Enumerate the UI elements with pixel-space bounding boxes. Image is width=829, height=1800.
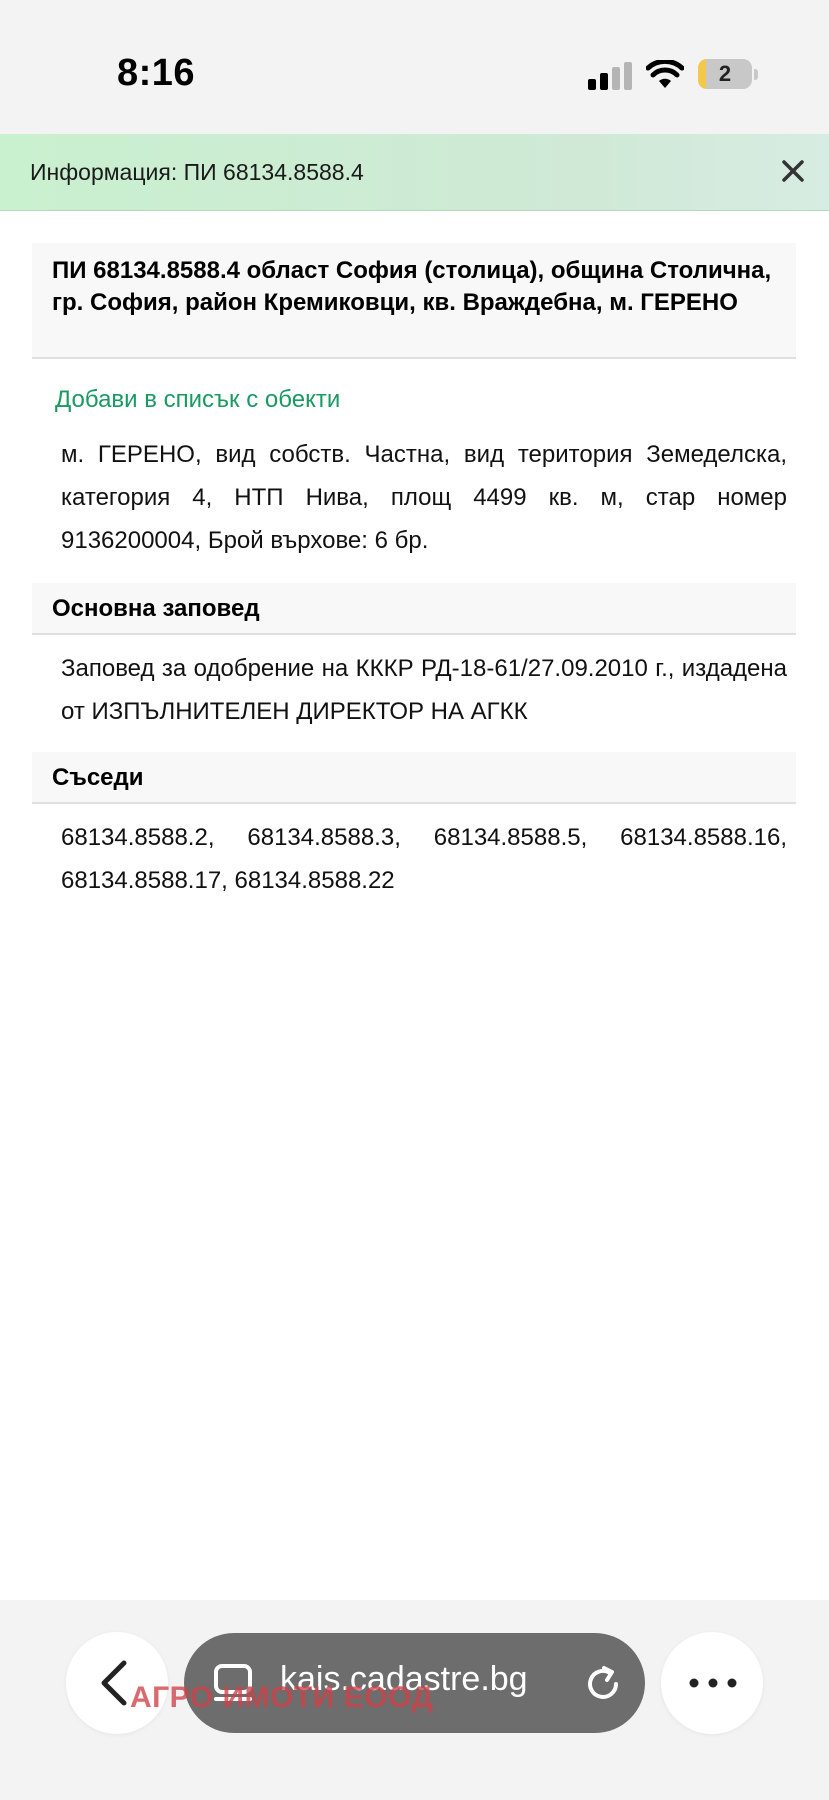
wifi-icon bbox=[646, 60, 684, 90]
info-banner bbox=[0, 134, 829, 211]
neighbors-heading: Съседи bbox=[32, 752, 796, 804]
url-text[interactable]: kais.cadastre.bg bbox=[280, 1660, 528, 1698]
banner-title: Информация: ПИ 68134.8588.4 bbox=[30, 159, 364, 185]
more-button[interactable] bbox=[661, 1632, 763, 1734]
status-bar bbox=[0, 0, 829, 134]
close-icon[interactable] bbox=[779, 157, 807, 185]
cellular-signal-icon bbox=[588, 62, 633, 90]
battery-icon bbox=[698, 59, 758, 91]
more-icon bbox=[689, 1678, 737, 1688]
watermark: АГРО ИМОТИ ЕООД bbox=[130, 1681, 434, 1714]
status-time: 8:16 bbox=[117, 52, 196, 94]
order-heading: Основна заповед bbox=[32, 583, 796, 635]
order-text: Заповед за одобрение на КККР РД-18-61/27.09.2010 г., издадена от ИЗПЪЛНИТЕЛЕН ДИРЕКТОР НА АГКК bbox=[61, 655, 787, 725]
property-description: м. ГЕРЕНО, вид собств. Частна, вид територия Земеделска, категория 4, НТП Нива, площ 4499 кв. м, стар номер 9136200004, Брой върхове: 6 бр. bbox=[61, 441, 787, 554]
reload-icon[interactable] bbox=[582, 1663, 624, 1705]
neighbors-text: 68134.8588.2, 68134.8588.3, 68134.8588.5, 68134.8588.16, 68134.8588.17, 68134.8588.22 bbox=[61, 824, 787, 894]
add-to-list-link[interactable]: Добави в списък с обекти bbox=[55, 386, 341, 413]
property-title: ПИ 68134.8588.4 област София (столица), община Столична, гр. София, район Кремиковци, кв. Враждебна, м. ГЕРЕНО bbox=[32, 243, 796, 359]
battery-level: 2 bbox=[718, 61, 732, 86]
